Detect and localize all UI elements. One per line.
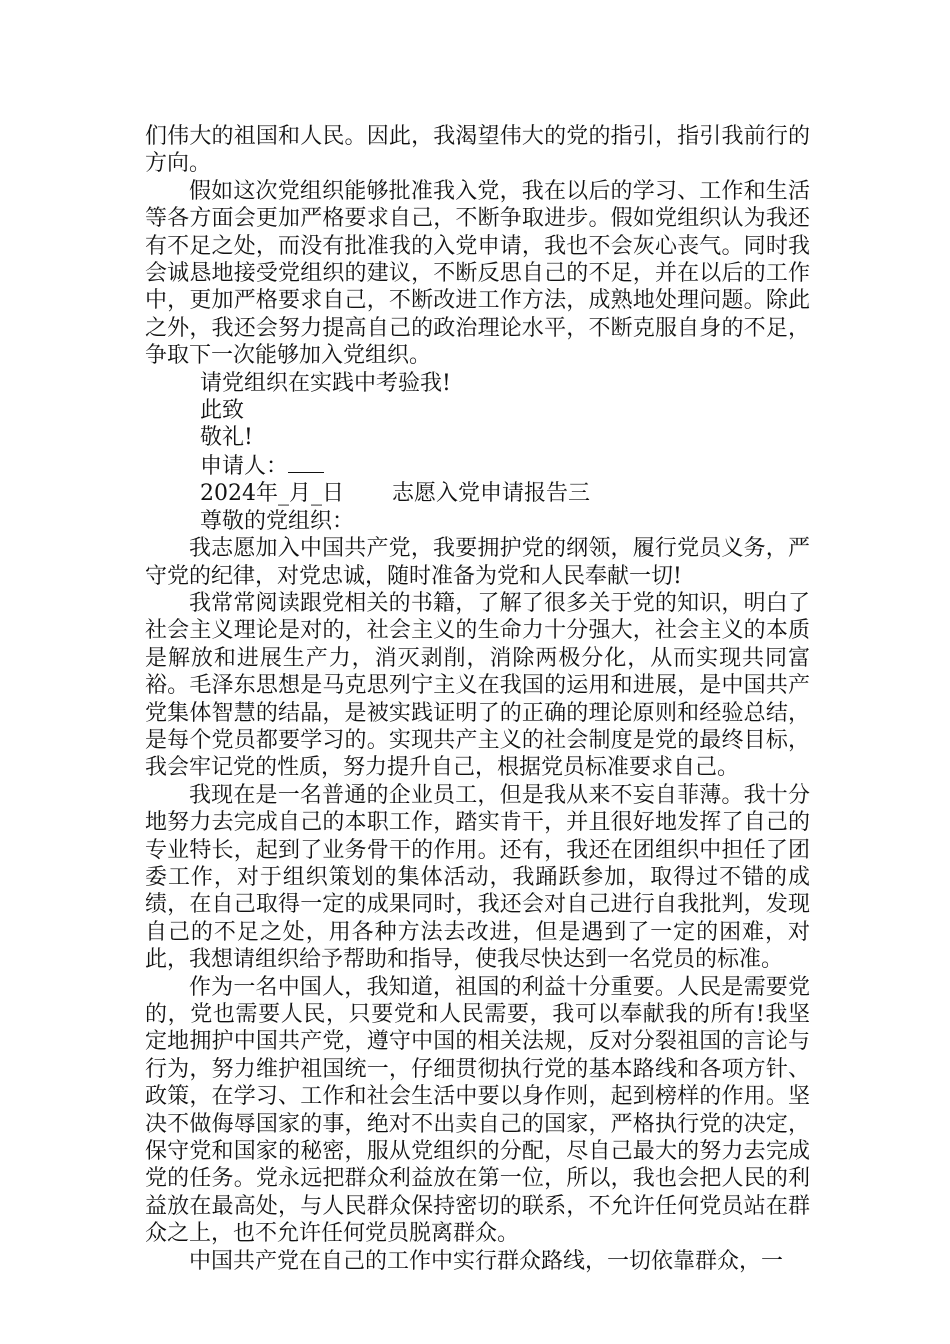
paragraph-mass-line: 中国共产党在自己的工作中实行群众路线，一切依靠群众，一 [189,1248,784,1274]
date-text: 2024年_月_日 [200,481,344,507]
paragraph-promise: 假如这次党组织能够批准我入党，我在以后的学习、工作和生活等各方面会更加严格要求自己，不断争取进步。假如党组织认为我还有不足之处，而没有批准我的入党申请，我也不会灰心丧气。同时我会诚恳地接受党组织的建议，不断反思自己的不足，并在以后的工作中，更加严格要求自己，不断改进工作方法，成熟地处理问题。除此之外，我还会努力提高自己的政治理论水平，不断克服自身的不足，争取下一次能够加入党组织。 [145,178,810,369]
salutation-jingli: 敬礼! [200,425,253,451]
applicant-line [145,452,810,480]
paragraph-volunteer: 我志愿加入中国共产党，我要拥护党的纲领，履行党员义务，严守党的纪律，对党忠诚，随时准备为党和人民奉献一切! [145,536,810,589]
document-page [145,123,810,1275]
closing-request: 请党组织在实践中考验我! [200,370,451,396]
date-title-line [145,480,810,507]
applicant-label: 申请人： [200,453,289,479]
report-title: 志愿入党申请报告三 [392,481,591,507]
paragraph-reading: 我常常阅读跟党相关的书籍，了解了很多关于党的知识，明白了社会主义理论是对的，社会主义的生命力十分强大，社会主义的本质是解放和进展生产力，消灭剥削，消除两极分化，从而实现共同富裕。毛泽东思想是马克思列宁主义在我国的运用和进展，是中国共产党集体智慧的结晶，是被实践证明了的正确的理论原则和经验总结，是每个党员都要学习的。实现共产主义的社会制度是党的最终目标，我会牢记党的性质，努力提升自己，根据党员标准要求自己。 [145,590,810,781]
applicant-blank [288,452,324,473]
greeting: 尊敬的党组织： [200,508,355,534]
paragraph-continuation: 们伟大的祖国和人民。因此，我渴望伟大的党的指引，指引我前行的方向。 [145,124,810,177]
paragraph-citizen: 作为一名中国人，我知道，祖国的利益十分重要。人民是需要党的，党也需要人民，只要党和人民需要，我可以奉献我的所有!我坚定地拥护中国共产党，遵守中国的相关法规，反对分裂祖国的言论与行为，努力维护祖国统一，仔细贯彻执行党的基本路线和各项方针、政策，在学习、工作和社会生活中要以身作则，起到榜样的作用。坚决不做侮辱国家的事，绝对不出卖自己的国家，严格执行党的决定，保守党和国家的秘密，服从党组织的分配，尽自己最大的努力去完成党的任务。党永远把群众利益放在第一位，所以，我也会把人民的利益放在最高处，与人民群众保持密切的联系，不允许任何党员站在群众之上，也不允许任何党员脱离群众。 [145,974,810,1247]
salutation-cizhi: 此致 [200,398,245,424]
paragraph-employee: 我现在是一名普通的企业员工，但是我从来不妄自菲薄。我十分地努力去完成自己的本职工作，踏实肯干，并且很好地发挥了自己的专业特长，起到了业务骨干的作用。还有，我还在团组织中担任了团委工作，对于组织策划的集体活动，我踊跃参加，取得过不错的成绩，在自己取得一定的成果同时，我还会对自己进行自我批判，发现自己的不足之处，用各种方法去改进，但是遇到了一定的困难，对此，我想请组织给予帮助和指导，使我尽快达到一名党员的标准。 [145,782,810,973]
